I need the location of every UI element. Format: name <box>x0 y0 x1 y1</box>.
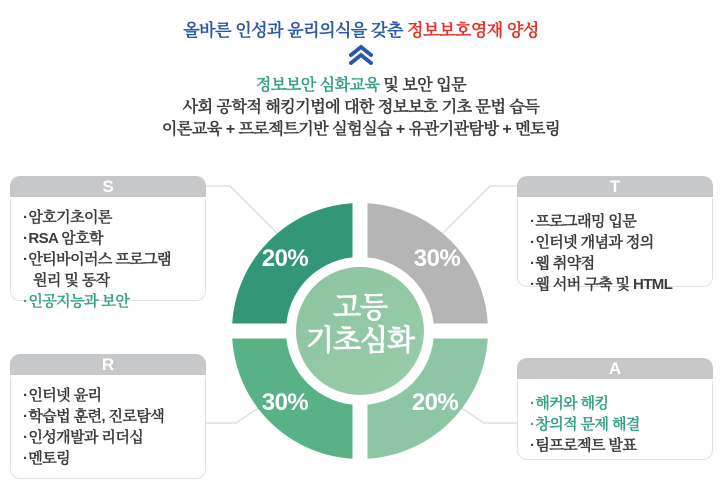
curriculum-item-label: 해커와 해킹 <box>535 395 609 412</box>
subtitle-line-3: 이론교육 + 프로젝트기반 실험실습 + 유관기관탐방 + 멘토링 <box>161 121 561 138</box>
curriculum-item <box>530 414 700 435</box>
curriculum-item <box>530 253 700 274</box>
curriculum-item <box>23 427 193 448</box>
bullet-dot: · <box>530 437 535 454</box>
curriculum-item <box>530 211 700 232</box>
curriculum-item <box>530 274 700 295</box>
bullet-dot: · <box>23 429 28 446</box>
quadrant-header-t <box>517 176 713 199</box>
quadrant-letter: A <box>608 358 622 378</box>
bullet-dot: · <box>530 213 535 230</box>
curriculum-item <box>530 435 700 456</box>
bullet-dot: · <box>23 251 28 268</box>
bullet-dot: · <box>530 395 535 412</box>
quadrant-body-a <box>517 381 713 460</box>
segment-label-top-left: 20% <box>261 245 309 272</box>
curriculum-item-continued: 원리 및 동작 <box>33 272 110 289</box>
subtitle-accent-text: 정보보안 심화교육 <box>255 77 380 94</box>
bullet-dot: · <box>530 255 535 272</box>
title-red-text: 정보보호영재 양성 <box>407 21 539 40</box>
segment-label-top-right: 30% <box>413 245 461 272</box>
donut-center-label-line1: 고등 <box>332 292 388 324</box>
bullet-dot: · <box>23 293 28 310</box>
quadrant-letter: R <box>101 354 115 374</box>
quadrant-header-s <box>10 176 206 199</box>
curriculum-item <box>23 406 193 427</box>
bullet-dot: · <box>530 416 535 433</box>
quadrant-letter: S <box>102 176 114 196</box>
curriculum-item-label: 프로그래밍 입문 <box>535 213 637 230</box>
curriculum-item-label: 인공지능과 보안 <box>28 293 130 310</box>
curriculum-item <box>530 393 700 414</box>
quadrant-letter: T <box>609 176 621 196</box>
bullet-dot: · <box>23 209 28 226</box>
curriculum-item-label: 안티바이러스 프로그램 <box>28 251 171 268</box>
curriculum-item <box>23 228 193 249</box>
quadrant-box-t <box>517 176 713 293</box>
bullet-dot: · <box>530 234 535 251</box>
title-blue-text: 올바른 인성과 윤리의식을 갖춘 <box>183 21 408 40</box>
quadrant-body-t <box>517 199 713 293</box>
curriculum-item <box>23 291 193 312</box>
curriculum-item-label: 암호기초이론 <box>28 209 112 226</box>
bullet-dot: · <box>23 387 28 404</box>
quadrant-body-r <box>10 377 206 479</box>
segment-label-bottom-left: 30% <box>261 389 309 416</box>
curriculum-item <box>530 232 700 253</box>
quadrant-body-s <box>10 199 206 310</box>
quadrant-box-a <box>517 358 713 462</box>
subtitle-rest-text: 및 보안 입문 <box>379 77 467 94</box>
curriculum-item-label: 웹 취약점 <box>535 255 595 272</box>
quadrant-header-r <box>10 354 206 377</box>
segment-label-bottom-right: 20% <box>411 389 459 416</box>
quadrant-header-a <box>517 358 713 381</box>
curriculum-item-label: 팀프로젝트 발표 <box>535 437 637 454</box>
curriculum-item-label: RSA 암호학 <box>28 230 103 247</box>
bullet-dot: · <box>530 276 535 293</box>
donut-center-label-line2: 기초심화 <box>305 325 415 357</box>
curriculum-item-label: 웹 서버 구축 및 HTML <box>535 276 673 293</box>
quadrant-box-r <box>10 354 206 481</box>
curriculum-item-label: 창의적 문제 해결 <box>535 416 640 433</box>
curriculum-item <box>23 385 193 406</box>
bullet-dot: · <box>23 230 28 247</box>
quadrant-box-s <box>10 176 206 310</box>
curriculum-item-label: 학습법 훈련, 진로탐색 <box>28 408 165 425</box>
curriculum-item <box>23 448 193 469</box>
bullet-dot: · <box>23 408 28 425</box>
curriculum-item <box>23 249 193 270</box>
donut-chart <box>230 201 490 461</box>
curriculum-item-label: 인터넷 윤리 <box>28 387 102 404</box>
subtitle-line-2: 사회 공학적 해킹기법에 대한 정보보호 기초 문법 습득 <box>182 99 540 116</box>
curriculum-item-label: 인터넷 개념과 정의 <box>535 234 654 251</box>
curriculum-item-label: 인성개발과 리더십 <box>28 429 144 446</box>
curriculum-item-label: 멘토링 <box>28 450 71 467</box>
curriculum-item <box>23 207 193 228</box>
bullet-dot: · <box>23 450 28 467</box>
